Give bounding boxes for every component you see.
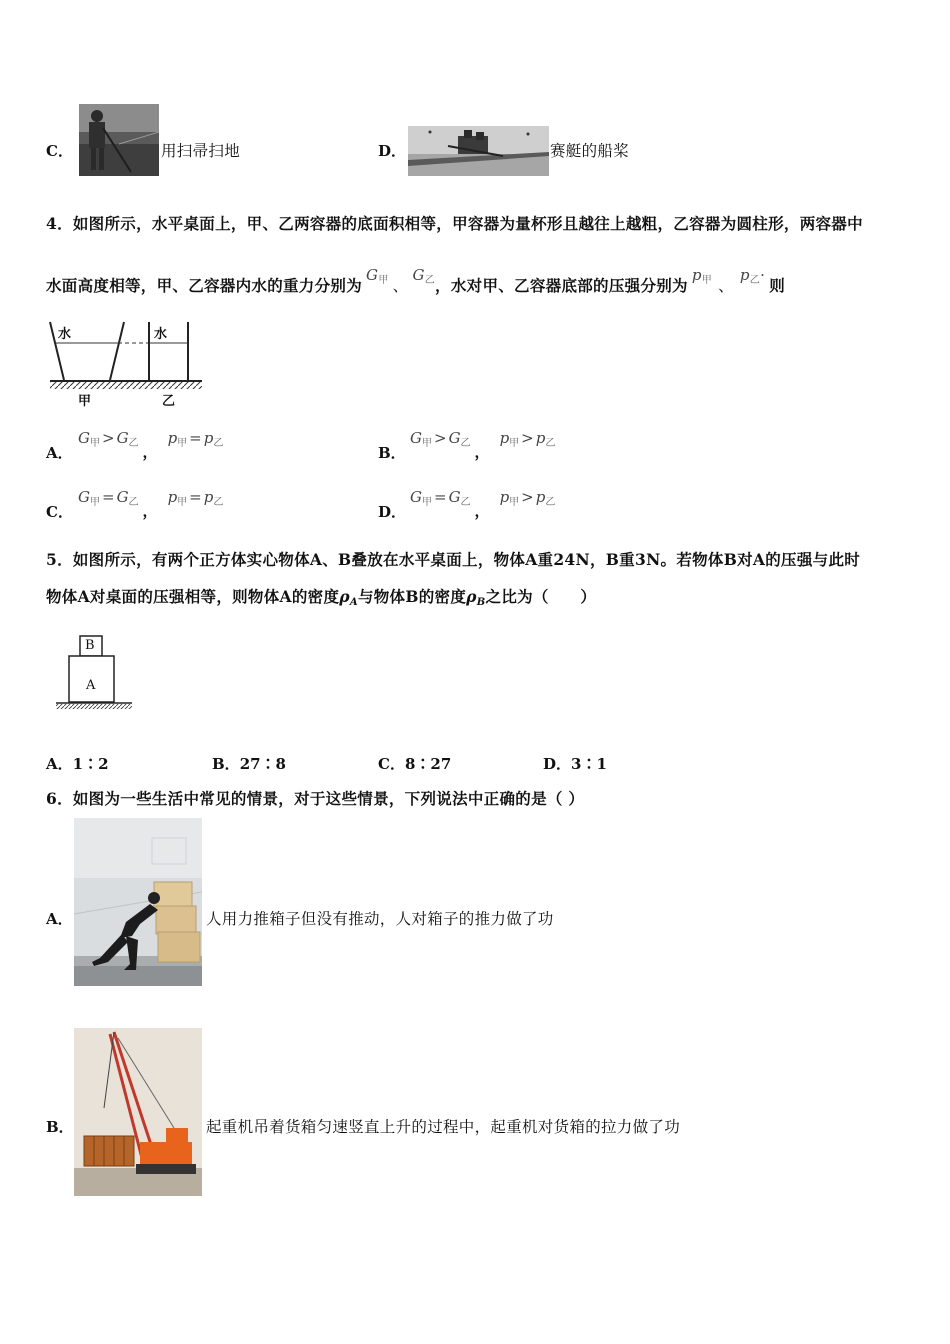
p-relation: $p_甲 = p_乙$ xyxy=(167,488,224,508)
p-relation: $p_甲 > p_乙$ xyxy=(499,488,556,508)
blocks-figure xyxy=(56,634,136,714)
q4-sep-1: 、 xyxy=(392,277,409,295)
crane-photo xyxy=(74,1028,202,1196)
q6-option-b-text: 起重机吊着货箱匀速竖直上升的过程中，起重机对货箱的拉力做了功 xyxy=(206,1118,681,1136)
q5-option-c: C．8∶27 xyxy=(378,755,452,773)
q5-option-a: A．1∶2 xyxy=(46,755,109,773)
p-relation: $p_甲 = p_乙$ xyxy=(167,429,224,449)
g-relation: $G_甲 > G_乙$ xyxy=(78,429,139,449)
p-jia-symbol: $p_甲$ xyxy=(691,266,713,286)
water-label-yi: 水 xyxy=(154,327,168,342)
option-d-text: 赛艇的船桨 xyxy=(550,142,630,160)
g-yi-symbol: $G_乙$ xyxy=(412,266,436,286)
q5-stem-line2 xyxy=(46,585,596,608)
block-b-label: B xyxy=(85,638,95,653)
option-c-label: C． xyxy=(46,142,73,160)
container-jia-right-wall xyxy=(110,322,124,380)
q6-stem: 6．如图为一些生活中常见的情景，对于这些情景，下列说法中正确的是（ ） xyxy=(46,789,585,808)
q4-option-b: B． $G_甲 > G_乙$ ， $p_甲 > p_乙$ xyxy=(378,429,556,462)
q4-line2-b: ，水对甲、乙容器底部的压强分别为 xyxy=(435,276,688,295)
option-c-text: 用扫帚扫地 xyxy=(161,142,241,160)
q4-line2-c: 则 xyxy=(769,276,785,295)
g-relation: $G_甲 > G_乙$ xyxy=(410,429,471,449)
q4-sep-2: 、 xyxy=(718,277,734,295)
rho-b-symbol: ρB xyxy=(466,587,486,608)
g-relation: $G_甲 = G_乙$ xyxy=(78,488,139,508)
q4-stem-line1: 4．如图所示，水平桌面上，甲、乙两容器的底面积相等，甲容器为量杯形且越往上越粗，乙容器为圆柱形，两容器中 xyxy=(46,214,863,233)
sweeping-photo xyxy=(79,104,159,176)
q4-line2-a: 水面高度相等，甲、乙容器内水的重力分别为 xyxy=(46,276,363,295)
water-label-jia: 水 xyxy=(58,327,72,342)
option-d-label: D． xyxy=(378,142,407,160)
q5-line2-b: 与物体B的密度 xyxy=(357,587,467,606)
container-yi-label: 乙 xyxy=(162,394,176,409)
pushing-box-photo xyxy=(74,818,202,986)
q5-option-d: D．3∶1 xyxy=(543,755,607,773)
q5-stem-line1: 5．如图所示，有两个正方体实心物体A、B叠放在水平桌面上，物体A重24N，B重3N。若物体B对A的压强与此时 xyxy=(46,550,861,569)
q5-option-b: B．27∶8 xyxy=(212,755,286,773)
q6-option-a-label: A． xyxy=(46,910,73,928)
q4-option-d: D． $G_甲 = G_乙$ ， $p_甲 > p_乙$ xyxy=(378,488,556,521)
p-relation: $p_甲 > p_乙$ xyxy=(499,429,556,449)
q5-line2-c: 之比为（ ） xyxy=(485,587,597,606)
g-jia-symbol: $G_甲$ xyxy=(366,266,389,286)
q5-line2-a: 物体A对桌面的压强相等，则物体A的密度 xyxy=(46,587,340,606)
rowing-boat-photo xyxy=(408,126,549,176)
rho-a-symbol: ρA xyxy=(339,587,358,608)
q4-stem-line2 xyxy=(46,266,785,296)
q6-option-a-text: 人用力推箱子但没有推动，人对箱子的推力做了功 xyxy=(206,910,554,928)
q4-option-a: A． $G_甲 > G_乙$ ， $p_甲 = p_乙$ xyxy=(46,429,224,462)
g-relation: $G_甲 = G_乙$ xyxy=(410,488,471,508)
container-jia-label: 甲 xyxy=(78,394,92,409)
block-a-label: A xyxy=(86,678,96,693)
containers-figure xyxy=(46,320,206,408)
q4-option-c: C． $G_甲 = G_乙$ ， $p_甲 = p_乙$ xyxy=(46,488,224,521)
q6-option-b-label: B． xyxy=(46,1118,74,1136)
p-yi-symbol: $p_乙\cdot$ xyxy=(739,266,766,286)
